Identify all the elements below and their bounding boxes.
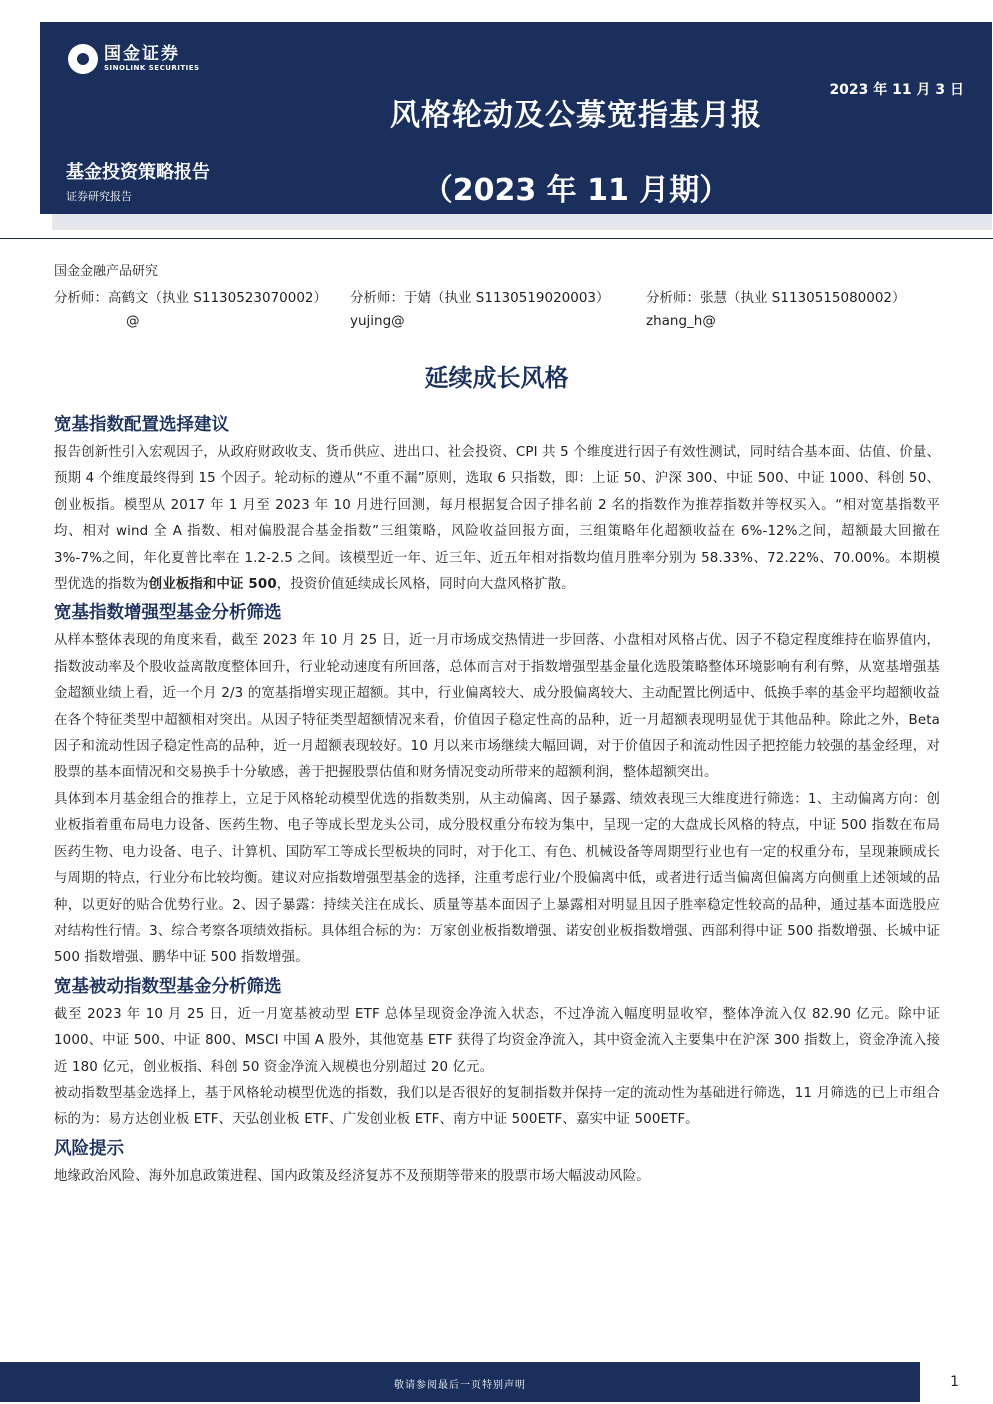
logo-name-en: SINOLINK SECURITIES — [104, 64, 200, 72]
logo-circle-icon — [68, 44, 98, 74]
report-type: 基金投资策略报告 — [66, 162, 210, 183]
allocation-text-a: 报告创新性引入宏观因子，从政府财政收支、货币供应、进出口、社会投资、CPI 共 5 个维度进行因子有效性测试，同时结合基本面、估值、价量、预期 4 个维度最终得到 15 个因子。轮动标的遵从“不重不漏”原则，选取 6 只指数，即：上证 50、沪深 300、中证 500、中证 1000、科创 50、创业板指。模型从 2017 年 1 月至 2023 年 10 月进行回测，每月根据复合因子排名前 2 名的指数作为推荐指数并等权买入。“相对宽基指数平均、相对 wind 全 A 指数、相对偏股混合基金指数”三组策略，风险收益回报方面，三组策略年化超额收益在 6%-12%之间，超额最大回撤在 3%-7%之间，年化夏普比率在 1.2-2.5 之间。该模型近一年、近三年、近五年相对指数均值月胜率分别为 58.33%、72.22%、70.00%。本期模型优选的指数为 — [54, 445, 940, 593]
page-number: 1 — [950, 1374, 959, 1390]
logo-text — [104, 45, 200, 73]
analyst-3-email[interactable]: zhang_h@ — [646, 313, 716, 329]
section-enhanced-text-1: 从样本整体表现的角度来看，截至 2023 年 10 月 25 日，近一月市场成交热情进一步回落、小盘相对风格占优、因子不稳定程度维持在临界值内，指数波动率及个股收益离散度整体回升，行业轮动速度有所回落，总体而言对于指数增强型基金量化选股策略整体环境影响有利有弊，从宽基增强基金超额业绩上看，近一个月 2/3 的宽基指增实现正超额。其中，行业偏离较大、成分股偏离较大、主动配置比例适中、低换手率的基金平均超额收益在各个特征类型中超额相对突出。从因子特征类型超额情况来看，价值因子稳定性高的品种，近一月超额表现明显优于其他品种。除此之外，Beta 因子和流动性因子稳定性高的品种，近一月超额表现较好。10 月以来市场继续大幅回调，对于价值因子和流动性因子把控能力较强的基金经理，对股票的基本面情况和交易换手十分敏感，善于把握股票估值和财务情况变动所带来的超额利润，整体超额突出。 — [54, 633, 940, 781]
allocation-text-b: ，投资价值延续成长风格，同时向大盘风格扩散。 — [276, 577, 575, 593]
section-enhanced-text-2: 具体到本月基金组合的推荐上，立足于风格轮动模型优选的指数类别，从主动偏离、因子暴露、绩效表现三大维度进行筛选：1、主动偏离方向：创业板指着重布局电力设备、医药生物、电子等成长型龙头公司，成分股权重分布较为集中，呈现一定的大盘成长风格的特点，中证 500 指数在布局医药生物、电力设备、电子、计算机、国防军工等成长型板块的同时，对于化工、有色、机械设备等周期型行业也有一定的权重分布，呈现兼顾成长与周期的特点，行业分布比较均衡。建议对应指数增强型基金的选择，注重考虑行业/个股偏离中低，或者进行适当偏离但偏离方向侧重上述领域的品种，以更好的贴合优势行业。2、因子暴露：持续关注在成长、质量等基本面因子上暴露相对明显且因子胜率稳定性较高的品种，通过基本面选股应对结构性行情。3、综合考察各项绩效指标。具体组合标的为：万家创业板指数增强、诺安创业板指数增强、西部利得中证 500 指数增强、长城中证 500 指数增强、鹏华中证 500 指数增强。 — [54, 791, 940, 966]
section-allocation-text — [54, 440, 940, 598]
report-date: 2023 年 11 月 3 日 — [829, 82, 964, 98]
allocation-text-highlight: 创业板指和中证 500 — [148, 577, 277, 593]
report-category: 证券研究报告 — [66, 190, 132, 203]
section-title-allocation: 宽基指数配置选择建议 — [54, 415, 229, 435]
analyst-2-email[interactable]: yujing@ — [350, 313, 405, 329]
footer-disclaimer: 敬请参阅最后一页特别声明 — [394, 1380, 526, 1391]
header-divider — [0, 238, 993, 239]
headline: 延续成长风格 — [424, 364, 569, 392]
report-body — [54, 410, 940, 1190]
analyst-3: 分析师：张慧（执业 S1130515080002） — [646, 290, 906, 306]
report-title: 风格轮动及公募宽指基月报 — [390, 98, 762, 133]
analyst-2: 分析师：于婧（执业 S1130519020003） — [350, 290, 610, 306]
section-passive-text-2: 被动指数型基金选择上，基于风格轮动模型优选的指数，我们以是否很好的复制指数并保持一定的流动性为基础进行筛选，11 月筛选的已上市组合标的为：易方达创业板 ETF、天弘创业板 ETF、广发创业板 ETF、南方中证 500ETF、嘉实中证 500ETF。 — [54, 1085, 940, 1128]
analyst-1: 分析师：高鹤文（执业 S1130523070002） — [54, 290, 328, 306]
section-title-passive: 宽基被动指数型基金分析筛选 — [54, 976, 282, 997]
logo-name-cn: 国金证券 — [104, 44, 180, 64]
report-subtitle: （2023 年 11 月期） — [422, 173, 730, 208]
research-team: 国金金融产品研究 — [54, 264, 159, 279]
analyst-1-email[interactable]: @ — [126, 313, 140, 329]
section-risk-text: 地缘政治风险、海外加息政策进程、国内政策及经济复苏不及预期等带来的股票市场大幅波动风险。 — [54, 1168, 650, 1184]
section-passive-text-1: 截至 2023 年 10 月 25 日，近一月宽基被动型 ETF 总体呈现资金净流入状态，不过净流入幅度明显收窄，整体净流入仅 82.90 亿元。除中证 1000、中证 500、中证 800、MSCI 中国 A 股外，其他宽基 ETF 获得了均资金净流入，其中资金流入主要集中在沪深 300 指数上，资金净流入接近 180 亿元，创业板指、科创 50 资金净流入规模也分别超过 20 亿元。 — [54, 1006, 940, 1075]
company-logo — [68, 44, 200, 74]
section-title-risk: 风险提示 — [54, 1138, 124, 1159]
section-title-enhanced: 宽基指数增强型基金分析筛选 — [54, 603, 282, 624]
